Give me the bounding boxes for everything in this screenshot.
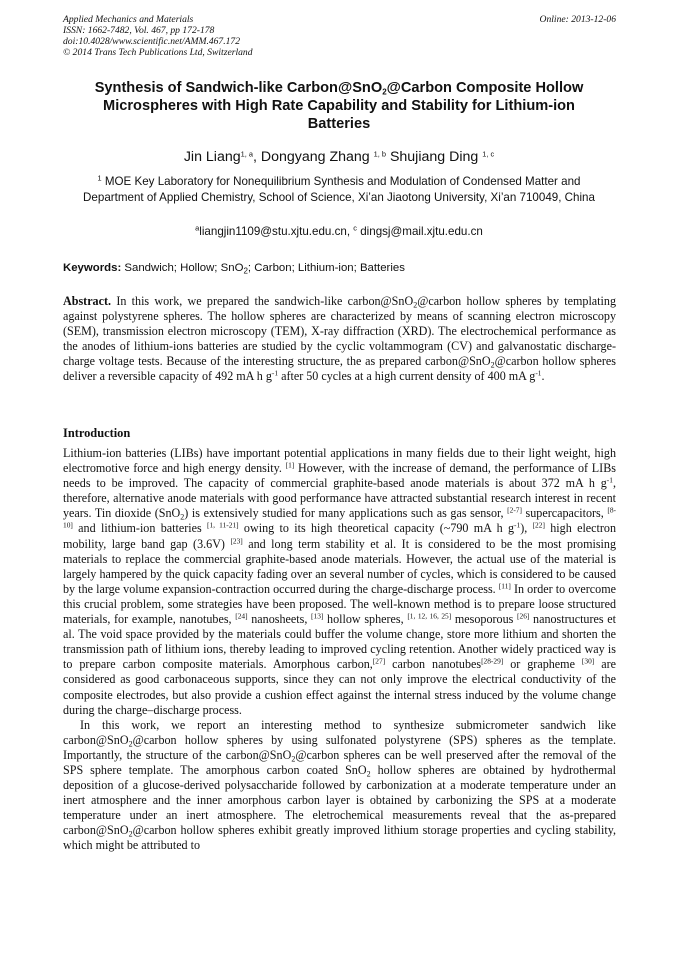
paper-title [40,79,638,133]
citation: [13] [311,611,324,621]
doi-line: doi:10.4028/www.scientific.net/AMM.467.172 [63,36,241,47]
title-line-3: Batteries [307,116,371,132]
citation: [24] [235,611,248,621]
citation: [11] [498,581,511,591]
citation: [1, 12, 16, 25] [407,611,452,621]
citation: [27] [372,656,386,666]
citation: [30] [581,656,595,666]
citation: [1] [285,460,295,470]
copyright-line: © 2014 Trans Tech Publications Ltd, Switzerland [63,47,253,58]
keywords [63,261,616,276]
affiliation: $^1$ MOE Key Laboratory for Nonequilibrium Synthesis and Modulation of Condensed Matter and Department of Applied Chemistry, School of Science, Xi’an Jiaotong University, Xi’an 710049, China [83,173,595,204]
keywords-label: Keywords: [63,262,122,274]
citation: [8-10] [63,505,616,530]
introduction-body [63,446,616,854]
paragraph: Lithium-ion batteries (LIBs) have important potential applications in many fields due to their light weight, high electromotive force and high energy density. [1] However, with the increase of demand, the performance of LIBs needs to be improved. The capacity of commercial graphite-based anode materials is about 372 mA h $g^{-1}$, therefore, alternative anode materials with good performance have attracted substantial research interest in recent years. Tin dioxide (SnO$_2$) is extensively studied for many applications such as gas sensor, [2-7] supercapacitors, [8-10] and lithium-ion batteries [1, 11-21] owing to its high theoretical capacity (~790 mA h $g^{-1}$), [22] high electron mobility, large band gap (3.6V) [23] and long term stability et al. It is considered to be the most promising materials to replace the commercial graphite-based anode materials. However, the actual use of the material is largely hampered by the quick capacity fading over an several number of cycles, which is considered to be caused by the large volume expansion-contraction occurred during the charge-discharge process. [11] In order to overcome this crucial problem, some strategies have been proposed. The well-known method is to prepare loose structured materials, for example, nanotubes, [24] nanosheets, [13] hollow spheres, [1, 12, 16, 25] mesoporous [26] nanostructures et al. The void space provided by the materials could buffer the volume change, store more lithium and shorten the transmission path of lithium ions, thereby leading to improved cycling retention. Another widely practiced way is to prepare carbon composite materials. Amorphous carbon,[27] carbon nanotubes[28-29] or grapheme [30] are considered as good carbonaceous supports, since they can not only improve the electrical conductivity of the composite electrodes, but also provide a cushion effect against the internal stress induced by the volume change during the charge–discharge process. [63,446,617,717]
author-name: Dongyang Zhang [260,149,370,165]
abstract: Abstract. In this work, we prepared the sandwich-like carbon@SnO$_2$@carbon hollow spheres by templating against polystyrene spheres. The hollow spheres are characterized by means of scanning electron microscopy (SEM), transmission electron microscopy (TEM), X-ray diffraction (XRD). The electrochemical performance as the anodes of lithium-ions batteries are studied by the cyclic voltammogram (CV) and galvanostatic discharge-charge voltage tests. Because of the interesting structure, the as prepared carbon@SnO$_2$@carbon hollow spheres deliver a reversible capacity of 492 mA h $g^{-1}$ after 50 cycles at a high current density of 400 mA $g^{-1}$. [63,294,616,384]
issn-line: ISSN: 1662-7482, Vol. 467, pp 172-178 [63,25,215,36]
email-link[interactable]: dingsj@mail.xjtu.edu.cn [360,225,483,238]
running-header [63,14,616,58]
author-affiliation-mark: 1, c [482,149,495,159]
citation: [1, 11-21] [207,520,239,530]
citation: [22] [532,520,545,530]
keywords-text: Sandwich; Hollow; SnO$_2$; Carbon; Lithium-ion; Batteries [124,262,405,276]
title-line-1: Synthesis of Sandwich-like Carbon@SnO$_2$@Carbon Composite Hollow [94,80,584,97]
citation: [2-7] [507,505,522,515]
affiliation-text: MOE Key Laboratory for Nonequilibrium Synthesis and Modulation of Condensed Matter and Department of Applied Chemistry, School of Science, Xi’an Jiaotong University, Xi’an 710049, China [83,175,595,204]
author-name: Shujiang Ding [389,149,479,165]
abstract-label: Abstract. [63,294,112,308]
citation: [26] [517,611,530,621]
author-name: Jin Liang [183,149,241,165]
email-link[interactable]: liangjin1109@stu.xjtu.edu.cn, [199,225,351,238]
author-list: Jin Liang$^{1, a}$, Dongyang Zhang $^{1, b}$ Shujiang Ding $^{1, c}$ [183,149,495,165]
author-affiliation-mark: 1, a [240,149,253,159]
author-emails: $^a$liangjin1109@stu.xjtu.edu.cn, $^c$ dingsj@mail.xjtu.edu.cn [195,223,483,238]
title-line-2: Microspheres with High Rate Capability and Stability for Lithium-ion [103,98,575,114]
author-affiliation-mark: 1, b [373,149,386,159]
online-date: Online: 2013-12-06 [539,14,616,25]
citation: [23] [230,536,243,546]
citation: [28-29] [481,656,504,666]
journal-name: Applied Mechanics and Materials [63,14,194,25]
section-heading-introduction: Introduction [63,426,131,440]
paragraph: In this work, we report an interesting method to synthesize submicrometer sandwich like carbon@SnO$_2$@carbon hollow spheres by using sulfonated polystyrene (SPS) spheres as the template. Importantly, the structure of the carbon@SnO$_2$@carbon spheres can be well preserved after the removal of the SPS sphere template. The amorphous carbon coated SnO$_2$ hollow spheres are obtained by hydrothermal deposition of a glucose-derived polysaccharide followed by carbonization at a moderate temperature under an inert atmosphere and the inner amorphous carbon layer is obtained by carbonizing the SPS at a moderate temperature under an inert atmosphere. The eletrochemical measurements reveal that the as-prepared carbon@SnO$_2$@carbon hollow spheres exhibit greatly improved lithium storage properties and cycling stability, which might be attributed to [63,717,617,853]
